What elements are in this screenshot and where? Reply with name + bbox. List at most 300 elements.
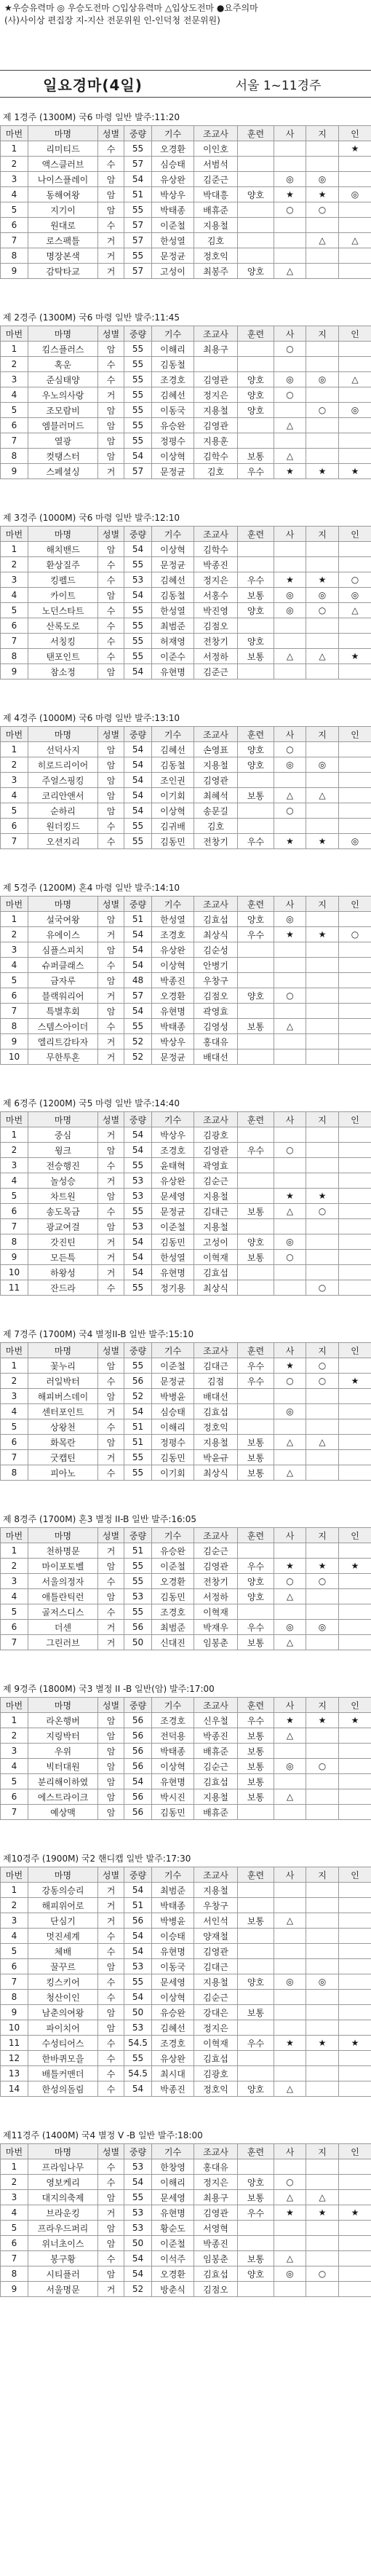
column-header-horse-number: 마번 <box>1 326 28 342</box>
jockey-cell: 조경호 <box>152 927 194 942</box>
sex-cell: 암 <box>98 1143 124 1158</box>
race-block <box>0 1095 371 1296</box>
trainer-cell: 김효섭 <box>194 2266 238 2282</box>
table-row <box>1 2266 371 2282</box>
horse-name-cell: 위너초이스 <box>28 2236 98 2251</box>
column-header-pick-in: 인 <box>339 1867 371 1883</box>
sex-cell: 암 <box>98 742 124 757</box>
pick-sa-cell <box>274 942 306 958</box>
pick-sa-cell <box>274 664 306 680</box>
column-header-pick-in: 인 <box>339 1528 371 1543</box>
training-cell <box>238 958 274 973</box>
pick-sa-cell <box>274 2221 306 2236</box>
training-cell <box>238 1389 274 1404</box>
sex-cell: 암 <box>98 757 124 773</box>
table-row <box>1 1944 371 1959</box>
training-cell: 보통 <box>238 1728 274 1744</box>
pick-ji-cell: ★ <box>306 1713 339 1728</box>
jockey-cell: 박태종 <box>152 202 194 218</box>
horse-number-cell: 13 <box>1 2066 28 2081</box>
table-row <box>1 1374 371 1389</box>
weight-cell: 55 <box>124 2190 152 2205</box>
trainer-cell: 김순근 <box>194 1173 238 1189</box>
weight-cell: 55 <box>124 1280 152 1296</box>
horse-number-cell: 2 <box>1 757 28 773</box>
table-row <box>1 372 371 387</box>
jockey-cell: 김동민 <box>152 1805 194 1820</box>
trainer-cell: 양재철 <box>194 1929 238 1944</box>
table-row <box>1 1465 371 1481</box>
training-cell <box>238 218 274 233</box>
pick-ji-cell <box>306 342 339 357</box>
horse-name-cell: 무한투혼 <box>28 1049 98 1065</box>
race-table <box>0 326 371 479</box>
jockey-cell: 오경환 <box>152 141 194 157</box>
horse-name-cell: 블랙워리어 <box>28 988 98 1004</box>
weight-cell: 57 <box>124 233 152 248</box>
pick-in-cell <box>339 988 371 1004</box>
table-row <box>1 1990 371 2005</box>
jockey-cell: 박병윤 <box>152 1389 194 1404</box>
table-row <box>1 542 371 557</box>
jockey-cell: 유현명 <box>152 1265 194 1280</box>
weight-cell: 54 <box>124 588 152 603</box>
sex-cell: 암 <box>98 1805 124 1820</box>
jockey-cell: 박병윤 <box>152 1913 194 1929</box>
table-row <box>1 2066 371 2081</box>
pick-ji-cell <box>306 773 339 788</box>
pick-sa-cell <box>274 2236 306 2251</box>
pick-sa-cell: ★ <box>274 1713 306 1728</box>
horse-number-cell: 9 <box>1 2005 28 2020</box>
trainer-cell: 우창구 <box>194 1898 238 1913</box>
column-header-sex: 성별 <box>98 126 124 141</box>
table-row <box>1 1049 371 1065</box>
horse-number-cell: 9 <box>1 264 28 279</box>
pick-ji-cell <box>306 2175 339 2190</box>
horse-number-cell: 11 <box>1 2036 28 2051</box>
jockey-cell: 고성이 <box>152 264 194 279</box>
jockey-cell: 이기회 <box>152 1465 194 1481</box>
pick-sa-cell <box>274 1944 306 1959</box>
race-block <box>0 1511 371 1650</box>
pick-in-cell <box>339 202 371 218</box>
horse-name-cell: 러일박터 <box>28 1374 98 1389</box>
sex-cell: 수 <box>98 1204 124 1219</box>
pick-ji-cell: ★ <box>306 927 339 942</box>
race-table <box>0 1527 371 1650</box>
training-cell: 보통 <box>238 1465 274 1481</box>
trainer-cell: 배휴준 <box>194 1805 238 1820</box>
training-cell <box>238 1944 274 1959</box>
jockey-cell: 김동민 <box>152 834 194 849</box>
horse-number-cell: 1 <box>1 1883 28 1898</box>
pick-in-cell: △ <box>339 233 371 248</box>
weight-cell: 52 <box>124 1389 152 1404</box>
weight-cell: 55 <box>124 248 152 264</box>
horse-number-cell: 3 <box>1 2190 28 2205</box>
horse-number-cell: 5 <box>1 1189 28 1204</box>
horse-number-cell: 2 <box>1 157 28 172</box>
jockey-cell: 문정균 <box>152 1374 194 1389</box>
horse-number-cell: 3 <box>1 572 28 588</box>
pick-ji-cell <box>306 2251 339 2266</box>
horse-name-cell: 센터포인트 <box>28 1404 98 1419</box>
sex-cell: 수 <box>98 1465 124 1481</box>
table-row <box>1 2020 371 2036</box>
table-row <box>1 603 371 618</box>
pick-in-cell: ★ <box>339 649 371 664</box>
column-header-sex: 성별 <box>98 897 124 912</box>
column-header-weight: 중량 <box>124 1867 152 1883</box>
table-row <box>1 1744 371 1759</box>
horse-number-cell: 6 <box>1 1959 28 1974</box>
pick-sa-cell: ◎ <box>274 372 306 387</box>
trainer-cell: 고성이 <box>194 1234 238 1250</box>
pick-ji-cell: ○ <box>306 403 339 418</box>
column-header-sex: 성별 <box>98 1112 124 1127</box>
horse-number-cell: 8 <box>1 1234 28 1250</box>
training-cell <box>238 2051 274 2066</box>
table-row <box>1 1929 371 1944</box>
horse-number-cell: 4 <box>1 588 28 603</box>
trainer-cell: 곽영효 <box>194 1004 238 1019</box>
pick-in-cell <box>339 1959 371 1974</box>
pick-in-cell <box>339 557 371 572</box>
jockey-cell: 박태종 <box>152 1744 194 1759</box>
weight-cell: 54 <box>124 788 152 803</box>
horse-name-cell: 단심기 <box>28 1913 98 1929</box>
weight-cell: 56 <box>124 1744 152 1759</box>
pick-sa-cell <box>274 1049 306 1065</box>
table-row <box>1 2221 371 2236</box>
pick-in-cell <box>339 2066 371 2081</box>
horse-name-cell: 환상질주 <box>28 557 98 572</box>
training-cell <box>238 1219 274 1234</box>
sex-cell: 수 <box>98 357 124 372</box>
pick-sa-cell: ★ <box>274 2036 306 2051</box>
sex-cell: 수 <box>98 1604 124 1620</box>
horse-number-cell: 4 <box>1 1589 28 1604</box>
sex-cell: 암 <box>98 1189 124 1204</box>
sex-cell: 수 <box>98 819 124 834</box>
horse-name-cell: 우위 <box>28 1744 98 1759</box>
table-row <box>1 2159 371 2175</box>
column-header-training: 훈련 <box>238 1528 274 1543</box>
pick-sa-cell: ◎ <box>274 757 306 773</box>
pick-ji-cell <box>306 1004 339 1019</box>
training-cell: 양호 <box>238 634 274 649</box>
race-table <box>0 2143 371 2297</box>
table-row <box>1 264 371 279</box>
training-cell <box>238 2282 274 2297</box>
pick-sa-cell: ○ <box>274 2175 306 2190</box>
pick-sa-cell <box>274 819 306 834</box>
horse-number-cell: 4 <box>1 2205 28 2221</box>
column-header-pick-ji: 지 <box>306 2144 339 2159</box>
trainer-cell: 김순근 <box>194 1759 238 1774</box>
pick-sa-cell: △ <box>274 2251 306 2266</box>
pick-in-cell <box>339 1404 371 1419</box>
table-row <box>1 1898 371 1913</box>
horse-name-cell: 청산이인 <box>28 1990 98 2005</box>
trainer-cell: 김점 <box>194 1374 238 1389</box>
pick-ji-cell <box>306 803 339 819</box>
sex-cell: 암 <box>98 403 124 418</box>
pick-sa-cell: △ <box>274 2081 306 2097</box>
training-cell <box>238 2020 274 2036</box>
table-row <box>1 2205 371 2221</box>
table-row <box>1 757 371 773</box>
pick-sa-cell <box>274 1219 306 1234</box>
horse-name-cell: 대지의축제 <box>28 2190 98 2205</box>
pick-ji-cell <box>306 1589 339 1604</box>
race-title: 제 5경주 (1200M) 혼4 마령 일반 발주:14:10 <box>3 883 180 893</box>
page-title: 일요경마(4일) <box>43 76 143 94</box>
horse-name-cell: 킹펠드 <box>28 572 98 588</box>
trainer-cell: 서홍수 <box>194 588 238 603</box>
pick-ji-cell: ★ <box>306 187 339 202</box>
pick-ji-cell <box>306 2020 339 2036</box>
horse-number-cell: 7 <box>1 233 28 248</box>
column-header-trainer: 조교사 <box>194 326 238 342</box>
jockey-cell: 김동철 <box>152 357 194 372</box>
pick-sa-cell: △ <box>274 1789 306 1805</box>
pick-in-cell: △ <box>339 372 371 387</box>
pick-in-cell <box>339 1604 371 1620</box>
horse-number-cell: 8 <box>1 1465 28 1481</box>
table-row <box>1 1389 371 1404</box>
training-cell: 보통 <box>238 1450 274 1465</box>
pick-sa-cell <box>274 542 306 557</box>
sex-cell: 수 <box>98 1990 124 2005</box>
sex-cell: 수 <box>98 2251 124 2266</box>
table-row <box>1 1004 371 1019</box>
jockey-cell: 유현명 <box>152 1004 194 1019</box>
weight-cell: 54 <box>124 1127 152 1143</box>
trainer-cell: 홍대유 <box>194 1034 238 1049</box>
sex-cell: 수 <box>98 2081 124 2097</box>
jockey-cell: 유상완 <box>152 1173 194 1189</box>
column-header-horse-number: 마번 <box>1 1112 28 1127</box>
jockey-cell: 문세영 <box>152 1189 194 1204</box>
pick-in-cell <box>339 1435 371 1450</box>
horse-number-cell: 5 <box>1 803 28 819</box>
race-title: 제 9경주 (1800M) 국3 별정 II -B 일반(암) 발주:17:00 <box>3 1684 215 1694</box>
column-header-sex: 성별 <box>98 1698 124 1713</box>
sex-cell: 수 <box>98 618 124 634</box>
pick-sa-cell: △ <box>274 649 306 664</box>
trainer-cell: 정지은 <box>194 387 238 403</box>
weight-cell: 54 <box>124 1250 152 1265</box>
pick-ji-cell: ○ <box>306 1358 339 1374</box>
horse-name-cell: 잔드라 <box>28 1280 98 1296</box>
training-cell <box>238 1883 274 1898</box>
horse-number-cell: 4 <box>1 1929 28 1944</box>
weight-cell: 51 <box>124 1419 152 1435</box>
table-row <box>1 1620 371 1635</box>
horse-name-cell: 심플스피치 <box>28 942 98 958</box>
sex-cell: 수 <box>98 557 124 572</box>
weight-cell: 54 <box>124 664 152 680</box>
sex-cell: 수 <box>98 1974 124 1990</box>
horse-number-cell: 8 <box>1 449 28 464</box>
weight-cell: 54 <box>124 1929 152 1944</box>
column-header-jockey: 기수 <box>152 727 194 742</box>
table-row <box>1 449 371 464</box>
column-header-trainer: 조교사 <box>194 1112 238 1127</box>
weight-cell: 54 <box>124 1004 152 1019</box>
pick-in-cell: △ <box>339 603 371 618</box>
trainer-cell: 김대근 <box>194 1959 238 1974</box>
pick-ji-cell <box>306 1913 339 1929</box>
sex-cell: 암 <box>98 2236 124 2251</box>
table-row <box>1 1404 371 1419</box>
pick-ji-cell <box>306 2081 339 2097</box>
sex-cell: 암 <box>98 449 124 464</box>
horse-name-cell: 윙크 <box>28 1143 98 1158</box>
pick-ji-cell: ○ <box>306 1574 339 1589</box>
table-row <box>1 557 371 572</box>
pick-ji-cell <box>306 1929 339 1944</box>
horse-name-cell: 슈퍼클래스 <box>28 958 98 973</box>
table-row <box>1 1034 371 1049</box>
sex-cell: 수 <box>98 1280 124 1296</box>
jockey-cell: 조경호 <box>152 1713 194 1728</box>
trainer-cell: 김영관 <box>194 2205 238 2221</box>
pick-in-cell: ★ <box>339 1559 371 1574</box>
horse-number-cell: 7 <box>1 1805 28 1820</box>
pick-in-cell <box>339 2221 371 2236</box>
table-row <box>1 912 371 927</box>
sex-cell: 거 <box>98 1913 124 1929</box>
column-header-pick-ji: 지 <box>306 1698 339 1713</box>
trainer-cell: 배휴준 <box>194 1744 238 1759</box>
jockey-cell: 조경호 <box>152 372 194 387</box>
trainer-cell: 서영혁 <box>194 2221 238 2236</box>
trainer-cell: 김영성 <box>194 1019 238 1034</box>
trainer-cell: 김대근 <box>194 1204 238 1219</box>
pick-sa-cell: ★ <box>274 464 306 479</box>
jockey-cell: 유상완 <box>152 172 194 187</box>
sex-cell: 수 <box>98 603 124 618</box>
weight-cell: 53 <box>124 2205 152 2221</box>
column-header-jockey: 기수 <box>152 1867 194 1883</box>
trainer-cell: 서정하 <box>194 1589 238 1604</box>
training-cell: 우수 <box>238 1620 274 1635</box>
weight-cell: 55 <box>124 1559 152 1574</box>
weight-cell: 52 <box>124 1049 152 1065</box>
table-row <box>1 773 371 788</box>
horse-name-cell: 서울의정자 <box>28 1574 98 1589</box>
horse-name-cell: 지링박터 <box>28 1728 98 1744</box>
column-header-horse-name: 마명 <box>28 1343 98 1358</box>
weight-cell: 57 <box>124 988 152 1004</box>
trainer-cell: 김준근 <box>194 172 238 187</box>
horse-number-cell: 11 <box>1 1280 28 1296</box>
page-header <box>0 70 371 98</box>
horse-name-cell: 선덕사지 <box>28 742 98 757</box>
pick-in-cell <box>339 973 371 988</box>
horse-name-cell: 애틀란틱런 <box>28 1589 98 1604</box>
sex-cell: 수 <box>98 634 124 649</box>
training-cell: 양호 <box>238 1974 274 1990</box>
sex-cell: 암 <box>98 1959 124 1974</box>
column-header-horse-name: 마명 <box>28 2144 98 2159</box>
sex-cell: 수 <box>98 2159 124 2175</box>
sex-cell: 암 <box>98 1759 124 1774</box>
column-header-weight: 중량 <box>124 326 152 342</box>
pick-in-cell <box>339 1358 371 1374</box>
training-cell <box>238 1049 274 1065</box>
weight-cell: 56 <box>124 1805 152 1820</box>
horse-name-cell: 중심 <box>28 1127 98 1143</box>
column-header-training: 훈련 <box>238 527 274 542</box>
horse-number-cell: 3 <box>1 1913 28 1929</box>
column-header-horse-number: 마번 <box>1 1867 28 1883</box>
table-row <box>1 2081 371 2097</box>
pick-in-cell: ◎ <box>339 403 371 418</box>
pick-sa-cell <box>274 1990 306 2005</box>
sex-cell: 거 <box>98 988 124 1004</box>
horse-name-cell: 조모람비 <box>28 403 98 418</box>
horse-number-cell: 7 <box>1 634 28 649</box>
table-row <box>1 927 371 942</box>
column-header-weight: 중량 <box>124 1698 152 1713</box>
pick-ji-cell <box>306 1158 339 1173</box>
pick-sa-cell <box>274 1959 306 1974</box>
trainer-cell: 지용철 <box>194 1435 238 1450</box>
table-row <box>1 1204 371 1219</box>
pick-in-cell <box>339 773 371 788</box>
pick-in-cell <box>339 788 371 803</box>
trainer-cell: 김순근 <box>194 1990 238 2005</box>
pick-in-cell: ★ <box>339 464 371 479</box>
jockey-cell: 심승태 <box>152 1404 194 1419</box>
horse-number-cell: 2 <box>1 357 28 372</box>
table-row <box>1 803 371 819</box>
column-header-pick-ji: 지 <box>306 126 339 141</box>
weight-cell: 54 <box>124 449 152 464</box>
column-header-horse-name: 마명 <box>28 126 98 141</box>
table-row <box>1 157 371 172</box>
training-cell <box>238 1189 274 1204</box>
training-cell: 양호 <box>238 1234 274 1250</box>
pick-in-cell <box>339 664 371 680</box>
pick-sa-cell: △ <box>274 1589 306 1604</box>
horse-number-cell: 4 <box>1 958 28 973</box>
column-header-training: 훈련 <box>238 1698 274 1713</box>
weight-cell: 56 <box>124 1913 152 1929</box>
column-header-trainer: 조교사 <box>194 897 238 912</box>
legend-line-1: ★우승유력마 ◎ 우승도전마 ○입상유력마 △입상도전마 ●요주의마 <box>4 3 258 13</box>
pick-sa-cell <box>274 973 306 988</box>
horse-name-cell: 설국여왕 <box>28 912 98 927</box>
pick-in-cell <box>339 1265 371 1280</box>
pick-sa-cell: △ <box>274 788 306 803</box>
pick-in-cell <box>339 342 371 357</box>
table-row <box>1 1219 371 1234</box>
jockey-cell: 최범준 <box>152 618 194 634</box>
jockey-cell: 이동국 <box>152 1959 194 1974</box>
table-row <box>1 1358 371 1374</box>
sex-cell: 암 <box>98 1219 124 1234</box>
horse-name-cell: 에스트라이크 <box>28 1789 98 1805</box>
training-cell: 보통 <box>238 588 274 603</box>
race-table <box>0 726 371 849</box>
horse-name-cell: 동해여왕 <box>28 187 98 202</box>
training-cell <box>238 1404 274 1419</box>
